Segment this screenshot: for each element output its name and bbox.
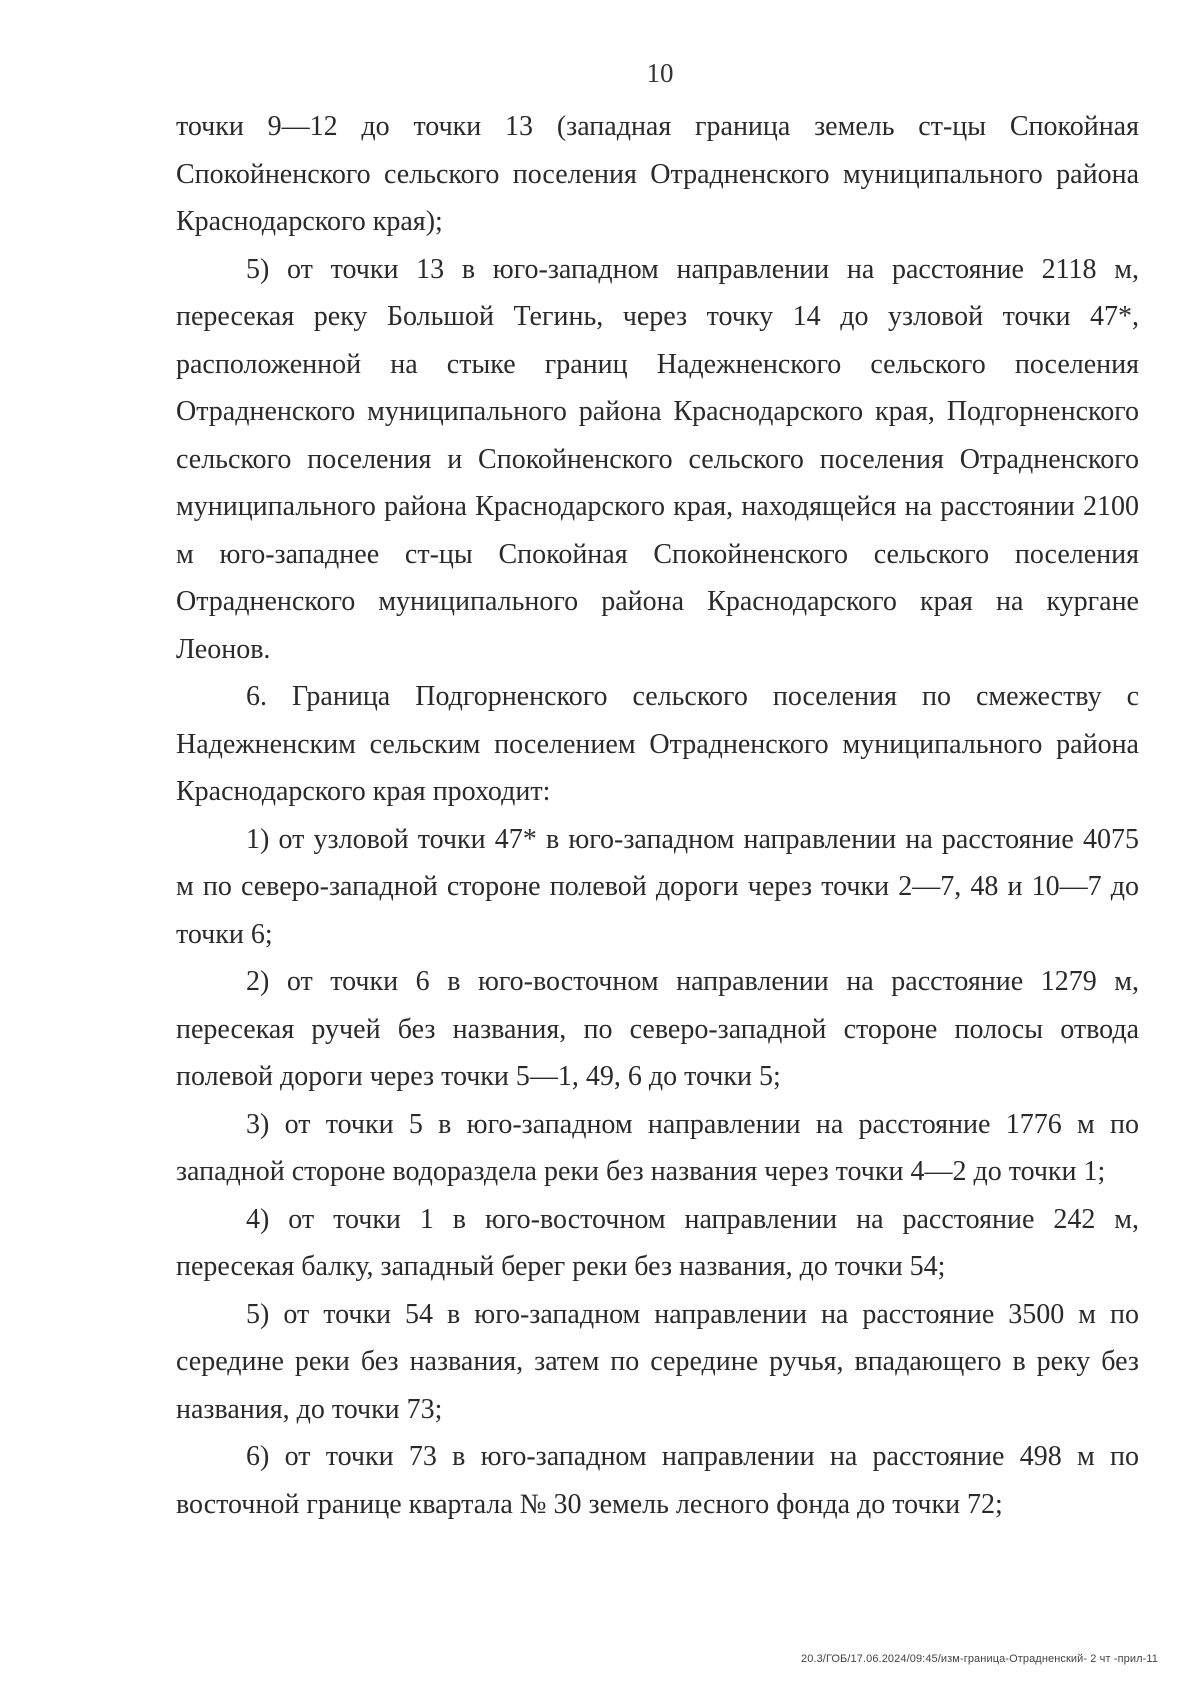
paragraph-item-5: 5) от точки 54 в юго-западном направлении на расстояние 3500 м по середине реки без названия, затем по середине ручья, впадающего в реку без названия, до точки 73; [176,1298,1139,1425]
footer-document-stamp: 20.3/ГОБ/17.06.2024/09:45/изм-граница-Отрадненский- 2 чт -прил-11 [800,1653,1158,1665]
page-number: 10 [646,58,674,88]
paragraph-item-3: 3) от точки 5 в юго-западном направлении на расстояние 1776 м по западной стороне водораздела реки без названия через точки 4—2 до точки 1; [176,1108,1139,1187]
paragraph-item-5-tochka-13: 5) от точки 13 в юго-западном направлении на расстояние 2118 м, пересекая реку Большой Тегинь, через точку 14 до узловой точки 47*, расположенной на стыке границ Надежненского сельского поселения Отрадненского муниципального района Краснодарского края, Подгорненского сельского поселения и Спокойненского сельского поселения Отрадненского муниципального района Краснодарского края, находящейся на расстоянии 2100 м юго-западнее ст-цы Спокойная Спокойненского сельского поселения Отрадненского муниципального района Краснодарского края на кургане Леонов. [176,253,1139,665]
paragraph-continuation: точки 9—12 до точки 13 (западная граница земель ст-цы Спокойная Спокойненского сельского поселения Отрадненского муниципального района Краснодарского края); [176,111,1139,237]
document-body [176,103,1139,1528]
paragraph-item-4: 4) от точки 1 в юго-восточном направлении на расстояние 242 м, пересекая балку, западный берег реки без названия, до точки 54; [176,1203,1139,1282]
paragraph-section-6-heading: 6. Граница Подгорненского сельского поселения по смежеству с Надежненским сельским поселением Отрадненского муниципального района Краснодарского края проходит: [176,681,1139,807]
paragraph-item-2: 2) от точки 6 в юго-восточном направлении на расстояние 1279 м, пересекая ручей без названия, по северо-западной стороне полосы отвода полевой дороги через точки 5—1, 49, 6 до точки 5; [176,966,1139,1092]
paragraph-item-6: 6) от точки 73 в юго-западном направлении на расстояние 498 м по восточной границе квартала № 30 земель лесного фонда до точки 72; [176,1441,1139,1520]
paragraph-item-1: 1) от узловой точки 47* в юго-западном направлении на расстояние 4075 м по северо-западной стороне полевой дороги через точки 2—7, 48 и 10—7 до точки 6; [176,823,1139,950]
